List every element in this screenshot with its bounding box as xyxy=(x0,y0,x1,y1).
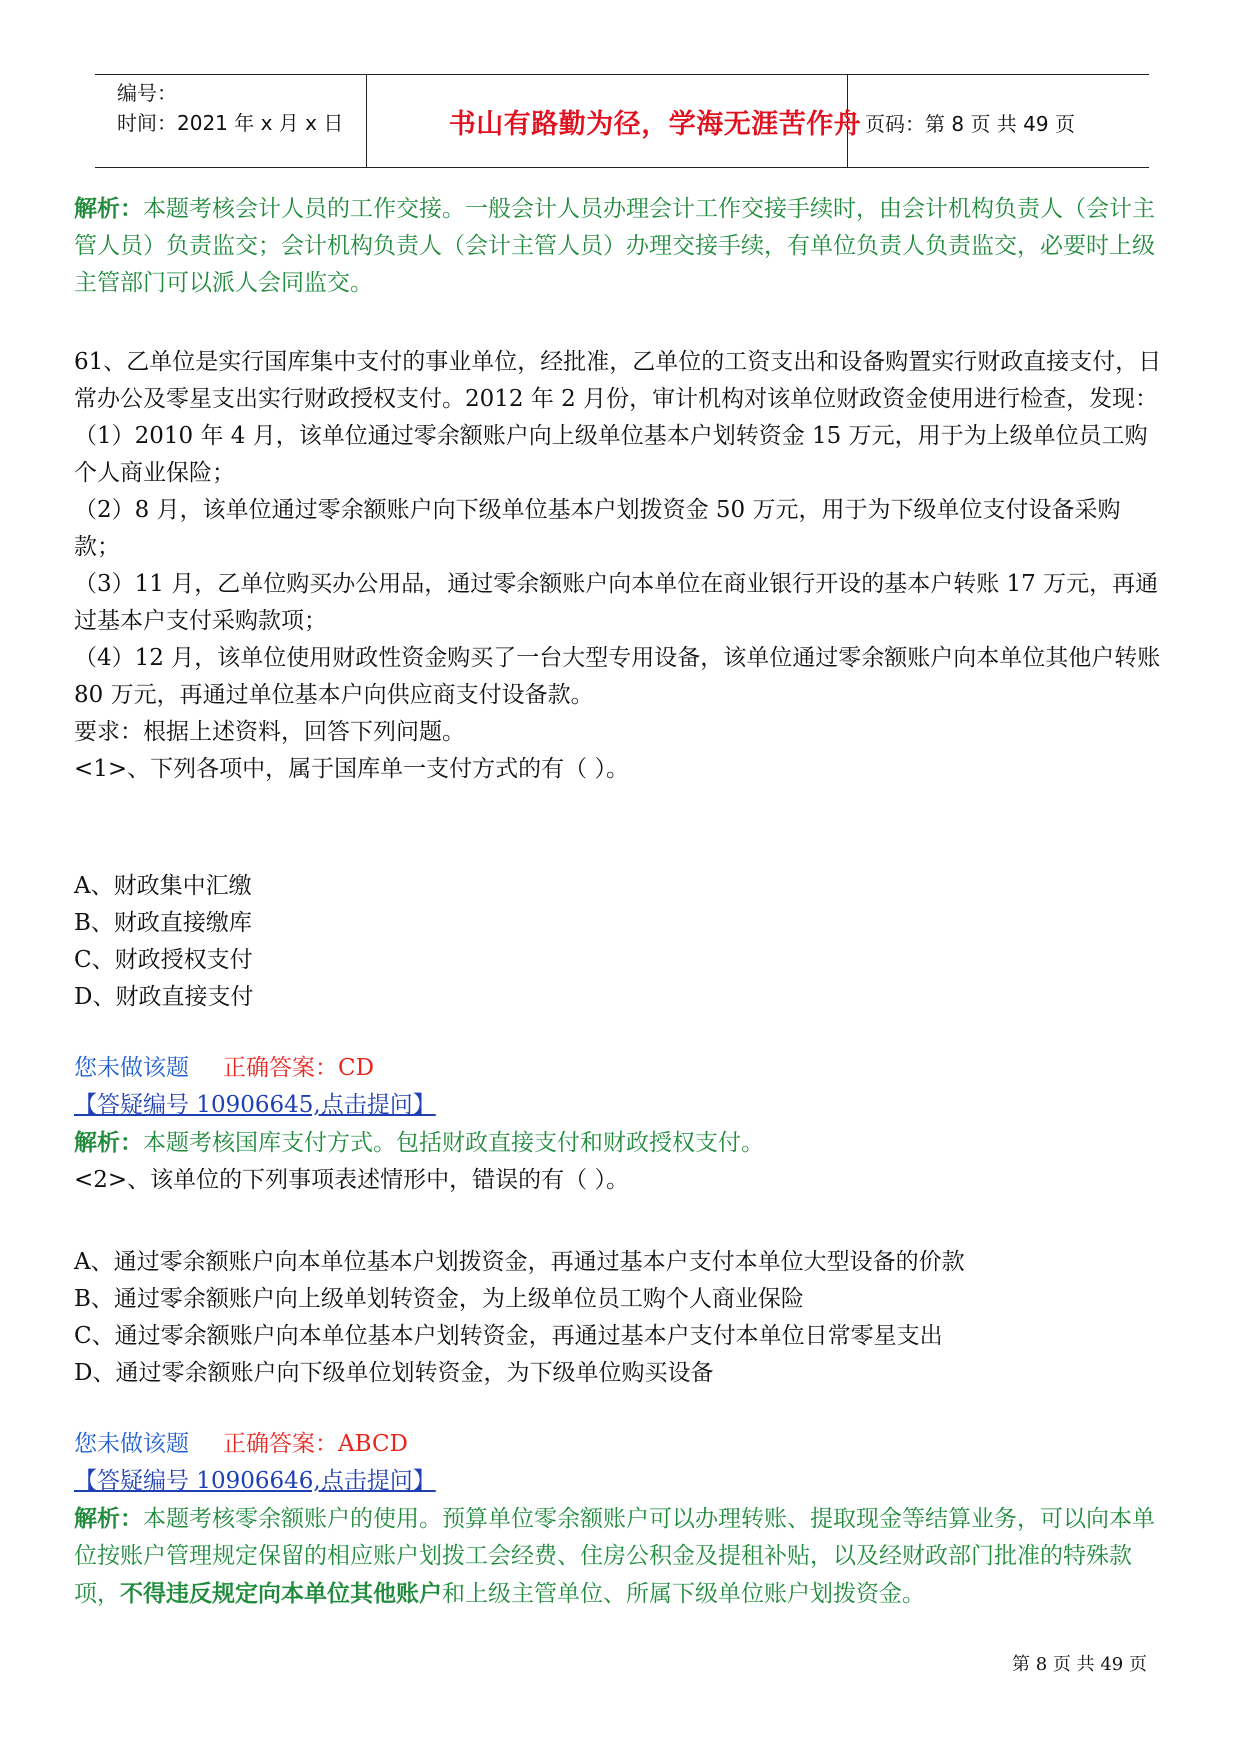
analysis-text: 本题考核零余额账户的使用。预算单位零余额账户可以办理转账、提取现金等结算业务，可以向本单位按账户管理规定保留的相应账户划拨工会经费、住房公积金及提租补贴，以及经财政部门批准的特殊款项， xyxy=(74,1506,1155,1607)
header-page-info: 页码：第 8 页 共 49 页 xyxy=(865,112,1075,136)
analysis-text: 本题考核会计人员的工作交接。一般会计人员办理会计工作交接手续时，由会计机构负责人（会计主管人员）负责监交；会计机构负责人（会计主管人员）办理交接手续，有单位负责人负责监交，必要时上级主管部门可以派人会同监交。 xyxy=(74,196,1155,296)
page-header xyxy=(95,74,1149,168)
option-d[interactable]: D、通过零余额账户向下级单位划转资金，为下级单位购买设备 xyxy=(74,1360,714,1386)
option-b[interactable]: B、通过零余额账户向上级单划转资金，为上级单位员工购个人商业保险 xyxy=(74,1286,804,1312)
option-a[interactable]: A、财政集中汇缴 xyxy=(74,873,252,899)
page-footer: 第 8 页 共 49 页 xyxy=(1012,1654,1147,1675)
header-left-cell xyxy=(117,78,343,138)
question-requirement: 要求：根据上述资料，回答下列问题。 xyxy=(74,719,465,745)
option-c[interactable]: C、通过零余额账户向本单位基本户划转资金，再通过基本户支付本单位日常零星支出 xyxy=(74,1323,943,1349)
option-c[interactable]: C、财政授权支付 xyxy=(74,947,253,973)
intro-analysis xyxy=(74,190,1164,302)
analysis-label: 解析： xyxy=(74,195,143,222)
sub-question-1: <1>、下列各项中，属于国库单一支付方式的有（ ）。 xyxy=(74,756,629,782)
sub2-options xyxy=(74,1244,1174,1392)
header-bottom-rule xyxy=(95,167,1149,168)
option-a[interactable]: A、通过零余额账户向本单位基本户划拨资金，再通过基本户支付本单位大型设备的价款 xyxy=(74,1249,965,1275)
sub1-options xyxy=(74,868,1174,1016)
question-61 xyxy=(74,344,1164,788)
sub2-answer-block xyxy=(74,1426,1164,1613)
question-intro: 61、乙单位是实行国库集中支付的事业单位，经批准，乙单位的工资支出和设备购置实行财政直接支付，日常办公及零星支出实行财政授权支付。2012 年 2 月份，审计机构对该单位财政资金使用进行检查，发现： xyxy=(74,349,1162,412)
sub1-answer-block xyxy=(74,1050,1174,1199)
analysis-text: 本题考核国库支付方式。包括财政直接支付和财政授权支付。 xyxy=(143,1130,764,1156)
question-item: （3）11 月，乙单位购买办公用品，通过零余额账户向本单位在商业银行开设的基本户转账 17 万元，再通过基本户支付采购款项； xyxy=(74,571,1159,634)
option-b[interactable]: B、财政直接缴库 xyxy=(74,910,252,936)
analysis-label: 解析： xyxy=(74,1129,143,1156)
analysis-label: 解析： xyxy=(74,1505,143,1532)
qa-link[interactable]: 【答疑编号 10906646,点击提问】 xyxy=(74,1468,436,1494)
analysis-text-end: 和上级主管单位、所属下级单位账户划拨资金。 xyxy=(442,1581,925,1607)
option-d[interactable]: D、财政直接支付 xyxy=(74,984,254,1010)
header-motto: 书山有路勤为径，学海无涯苦作舟 xyxy=(448,109,862,140)
question-item: （2）8 月，该单位通过零余额账户向下级单位基本户划拨资金 50 万元，用于为下级单位支付设备采购款； xyxy=(74,497,1121,560)
sub-question-2: <2>、该单位的下列事项表述情形中，错误的有（ ）。 xyxy=(74,1167,629,1193)
question-item: （4）12 月，该单位使用财政性资金购买了一台大型专用设备，该单位通过零余额账户向本单位其他户转账 80 万元，再通过单位基本户向供应商支付设备款。 xyxy=(74,645,1161,708)
header-code-label: 编号： xyxy=(117,81,177,105)
correct-answer: 正确答案：CD xyxy=(223,1055,375,1081)
qa-link[interactable]: 【答疑编号 10906645,点击提问】 xyxy=(74,1092,436,1118)
question-item: （1）2010 年 4 月，该单位通过零余额账户向上级单位基本户划转资金 15 万元，用于为上级单位员工购个人商业保险； xyxy=(74,423,1148,486)
answer-status: 您未做该题 xyxy=(74,1055,189,1081)
header-top-rule xyxy=(95,74,1149,75)
correct-answer: 正确答案：ABCD xyxy=(223,1431,408,1457)
answer-status: 您未做该题 xyxy=(74,1431,189,1457)
analysis-emphasis: 不得违反规定向本单位其他账户 xyxy=(120,1580,442,1607)
header-time: 时间：2021 年 x 月 x 日 xyxy=(117,111,344,135)
